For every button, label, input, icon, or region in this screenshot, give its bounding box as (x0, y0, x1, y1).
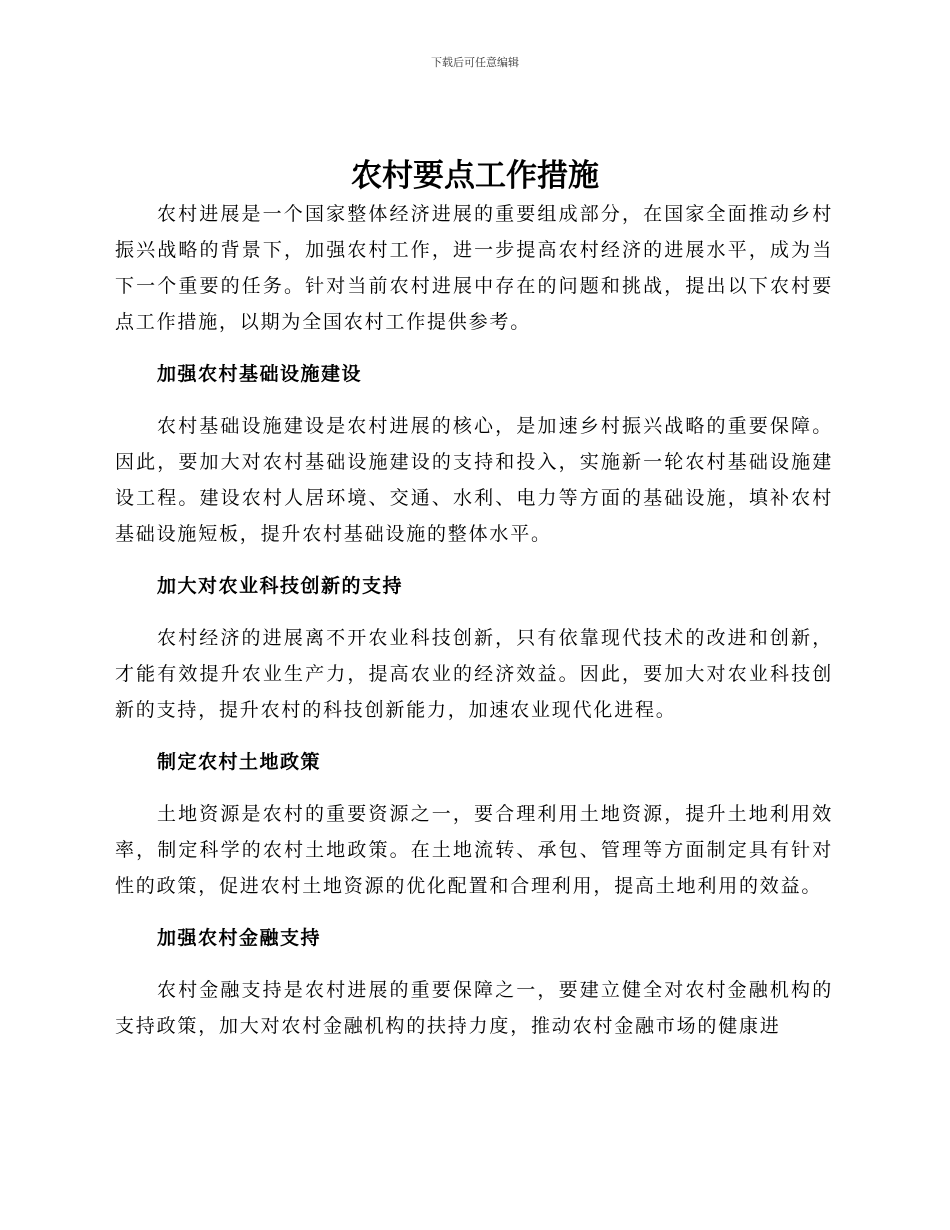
section-body-land-policy: 土地资源是农村的重要资源之一，要合理利用土地资源，提升土地利用效率，制定科学的农村土地政策。在土地流转、承包、管理等方面制定具有针对性的政策，促进农村土地资源的优化配置和合理利用，提高土地利用的效益。 (115, 803, 833, 897)
section-heading-land-policy: 制定农村土地政策 (157, 751, 322, 773)
section-heading-tech-innovation: 加大对农业科技创新的支持 (157, 575, 404, 597)
intro-paragraph: 农村进展是一个国家整体经济进展的重要组成部分，在国家全面推动乡村振兴战略的背景下，加强农村工作，进一步提高农村经济的进展水平，成为当下一个重要的任务。针对当前农村进展中存在的问题和挑战，提出以下农村要点工作措施，以期为全国农村工作提供参考。 (115, 203, 833, 333)
header-note: 下载后可任意编辑 (431, 56, 519, 69)
section-heading-infrastructure: 加强农村基础设施建设 (157, 363, 363, 385)
section-body-finance: 农村金融支持是农村进展的重要保障之一，要建立健全对农村金融机构的支持政策，加大对农村金融机构的扶持力度，推动农村金融市场的健康进 (115, 979, 833, 1037)
document-body (115, 196, 833, 1044)
page-title: 农村要点工作措施 (351, 158, 599, 194)
section-body-tech-innovation: 农村经济的进展离不开农业科技创新，只有依靠现代技术的改进和创新，才能有效提升农业生产力，提高农业的经济效益。因此，要加大对农业科技创新的支持，提升农村的科技创新能力，加速农业现代化进程。 (115, 627, 833, 721)
section-heading-finance: 加强农村金融支持 (157, 927, 322, 949)
section-body-infrastructure: 农村基础设施建设是农村进展的核心，是加速乡村振兴战略的重要保障。因此，要加大对农村基础设施建设的支持和投入，实施新一轮农村基础设施建设工程。建设农村人居环境、交通、水利、电力等方面的基础设施，填补农村基础设施短板，提升农村基础设施的整体水平。 (115, 415, 833, 545)
